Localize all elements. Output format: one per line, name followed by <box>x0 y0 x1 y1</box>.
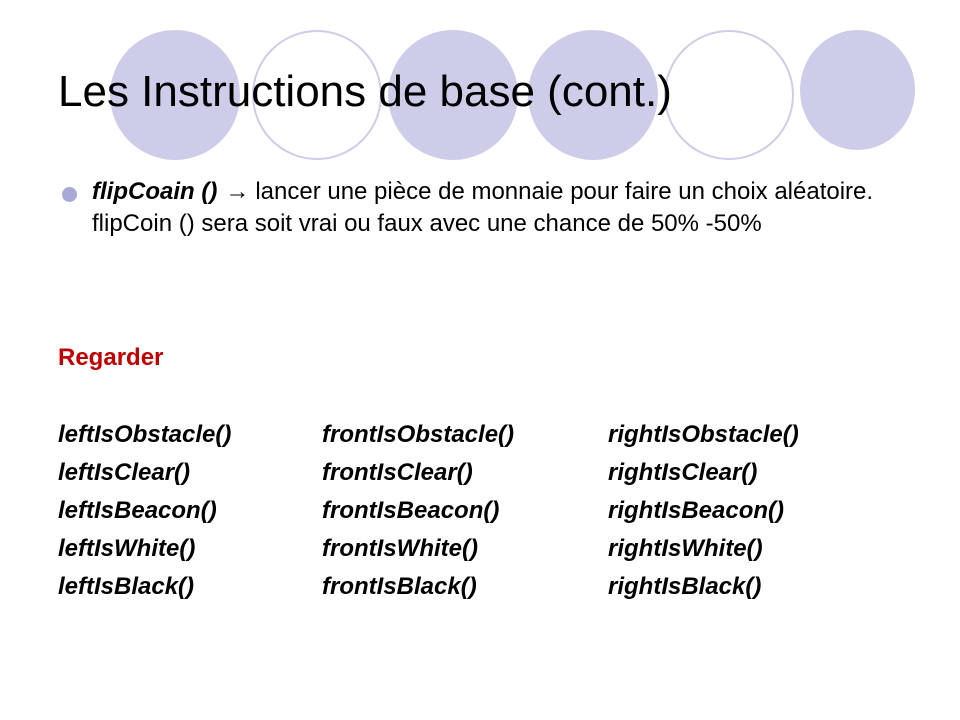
bullet-term: flipCoain () <box>92 178 218 205</box>
slide-title: Les Instructions de base (cont.) <box>58 67 672 116</box>
function-name: rightIsBeacon() <box>608 497 785 524</box>
section-heading: Regarder <box>58 344 164 371</box>
function-grid <box>58 416 888 606</box>
function-name: rightIsBlack() <box>608 573 762 600</box>
function-name: frontIsObstacle() <box>322 421 515 448</box>
function-name: frontIsBlack() <box>322 573 477 600</box>
decorative-circle-outline <box>664 30 794 160</box>
function-name: frontIsBeacon() <box>322 497 500 524</box>
function-name: leftIsWhite() <box>58 535 196 562</box>
function-name: leftIsBlack() <box>58 573 195 600</box>
function-name: rightIsWhite() <box>608 535 763 562</box>
bullet-description: lancer une pièce de monnaie pour faire un choix aléatoire. flipCoin () sera soit vrai ou faux avec une chance de 50% -50% <box>92 178 874 237</box>
function-name: frontIsClear() <box>322 459 473 486</box>
right-arrow-icon: → <box>225 178 250 205</box>
function-name: frontIsWhite() <box>322 535 478 562</box>
function-name: rightIsClear() <box>608 459 758 486</box>
function-name: leftIsBeacon() <box>58 497 217 524</box>
function-name: rightIsObstacle() <box>608 421 799 448</box>
bullet-item <box>92 176 892 240</box>
function-name: leftIsClear() <box>58 459 191 486</box>
bullet-dot-icon <box>62 187 77 202</box>
function-name: leftIsObstacle() <box>58 421 232 448</box>
decorative-circle-filled <box>800 30 915 150</box>
